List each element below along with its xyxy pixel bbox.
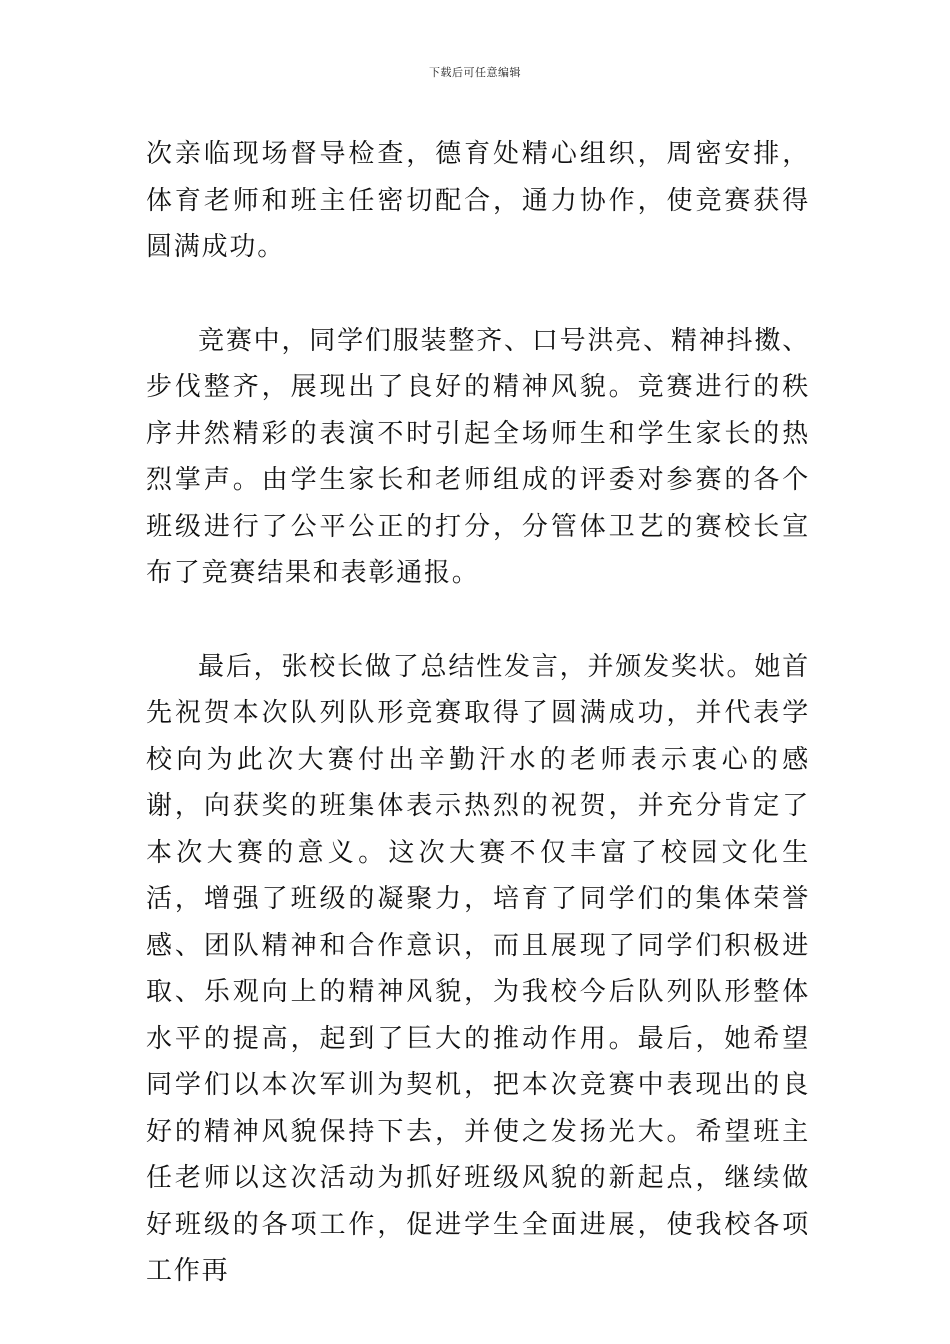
paragraph-competition: 竞赛中，同学们服装整齐、口号洪亮、精神抖擞、步伐整齐，展现出了良好的精神风貌。竞赛进行的秩序井然精彩的表演不时引起全场师生和学生家长的热烈掌声。由学生家长和老师组成的评委对参赛的各个班级进行了公平公正的打分，分管体卫艺的赛校长宣布了竞赛结果和表彰通报。 <box>146 325 810 588</box>
page-header-note: 下载后可任意编辑 <box>429 66 521 79</box>
paragraph-closing-speech: 最后，张校长做了总结性发言，并颁发奖状。她首先祝贺本次队列队形竞赛取得了圆满成功，并代表学校向为此次大赛付出辛勤汗水的老师表示衷心的感谢，向获奖的班集体表示热烈的祝贺，并充分肯定了本次大赛的意义。这次大赛不仅丰富了校园文化生活，增强了班级的凝聚力，培育了同学们的集体荣誉感、团队精神和合作意识，而且展现了同学们积极进取、乐观向上的精神风貌，为我校今后队列队形整体水平的提高，起到了巨大的推动作用。最后，她希望同学们以本次军训为契机，把本次竞赛中表现出的良好的精神风貌保持下去，并使之发扬光大。希望班主任老师以这次活动为抓好班级风貌的新起点，继续做好班级的各项工作，促进学生全面进展，使我校各项工作再 <box>146 651 810 1286</box>
paragraph-spacer <box>146 271 810 318</box>
paragraph-continuation: 次亲临现场督导检查，德育处精心组织，周密安排，体育老师和班主任密切配合，通力协作，使竞赛获得圆满成功。 <box>146 139 810 262</box>
paragraph-spacer <box>146 597 810 644</box>
document-body <box>146 131 810 1295</box>
